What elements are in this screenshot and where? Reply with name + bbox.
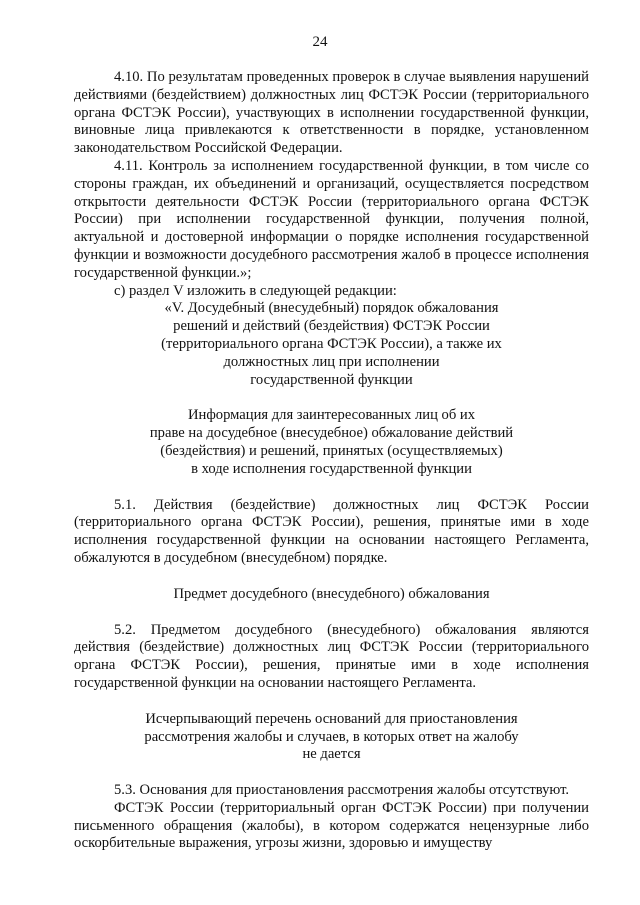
section-title-line: должностных лиц при исполнении — [223, 353, 440, 370]
heading-line: праве на досудебное (внесудебное) обжалование действий — [149, 425, 514, 442]
section-title-line: решений и действий (бездействия) ФСТЭК России — [173, 318, 490, 335]
heading-line: Исчерпывающий перечень оснований для приостановления — [145, 710, 518, 727]
section-title-line: «V. Досудебный (внесудебный) порядок обжалования — [164, 300, 499, 317]
heading-line: Информация для заинтересованных лиц об их — [187, 407, 476, 424]
section-title-line: (территориального органа ФСТЭК России), а также их — [161, 335, 502, 352]
heading-line: в ходе исполнения государственной функции — [191, 460, 472, 477]
section-title-line: государственной функции — [250, 371, 413, 388]
page-number: 24 — [312, 34, 328, 50]
heading-grounds — [74, 711, 589, 764]
heading-information — [74, 407, 589, 478]
section-v-title — [74, 300, 589, 389]
paragraph-5-1: 5.1. Действия (бездействие) должностных лиц ФСТЭК России (территориального органа ФСТЭК России), решения, принятые ими в ходе исполнения государственной функции на основании настоящего Регламента, обжалуются в досудебном (внесудебном) порядке. — [74, 496, 589, 566]
paragraph-last: ФСТЭК России (территориальный орган ФСТЭК России) при получении письменного обращения (жалобы), в котором содержатся нецензурные либо оскорбительные выражения, угрозы жизни, здоровью и имуществу — [74, 799, 589, 852]
heading-subject: Предмет досудебного (внесудебного) обжалования — [173, 585, 490, 602]
paragraph-5-3: 5.3. Основания для приостановления рассмотрения жалобы отсутствуют. — [114, 782, 570, 799]
paragraph-5-2: 5.2. Предметом досудебного (внесудебного) обжалования являются действия (бездействие) должностных лиц ФСТЭК России (территориального органа ФСТЭК России), решения, принятые ими в ходе исполнения государственной функции на основании настоящего Регламента. — [74, 621, 589, 691]
paragraph-4-10: 4.10. По результатам проведенных проверок в случае выявления нарушений действиями (бездействием) должностных лиц ФСТЭК России (территориального органа ФСТЭК России), участвующих в исполнении государственной функции, виновные лица привлекаются к ответственности в порядке, установленном законодательством Российской Федерации. — [74, 69, 589, 157]
paragraph-c: с) раздел V изложить в следующей редакции: — [114, 282, 397, 299]
heading-line: (бездействия) и решений, принятых (осуществляемых) — [160, 442, 503, 459]
document-body — [74, 69, 589, 853]
heading-line: рассмотрения жалобы и случаев, в которых ответ на жалобу — [144, 728, 519, 745]
heading-line: не дается — [302, 746, 361, 763]
paragraph-4-11: 4.11. Контроль за исполнением государственной функции, в том числе со стороны граждан, их объединений и организаций, осуществляется посредством открытости деятельности ФСТЭК России (территориального органа ФСТЭК России) при исполнении государственной функции, получения полной, актуальной и достоверной информации о порядке исполнения государственной функции и возможности досудебного рассмотрения жалоб в процессе исполнения государственной функции.»; — [74, 157, 589, 281]
